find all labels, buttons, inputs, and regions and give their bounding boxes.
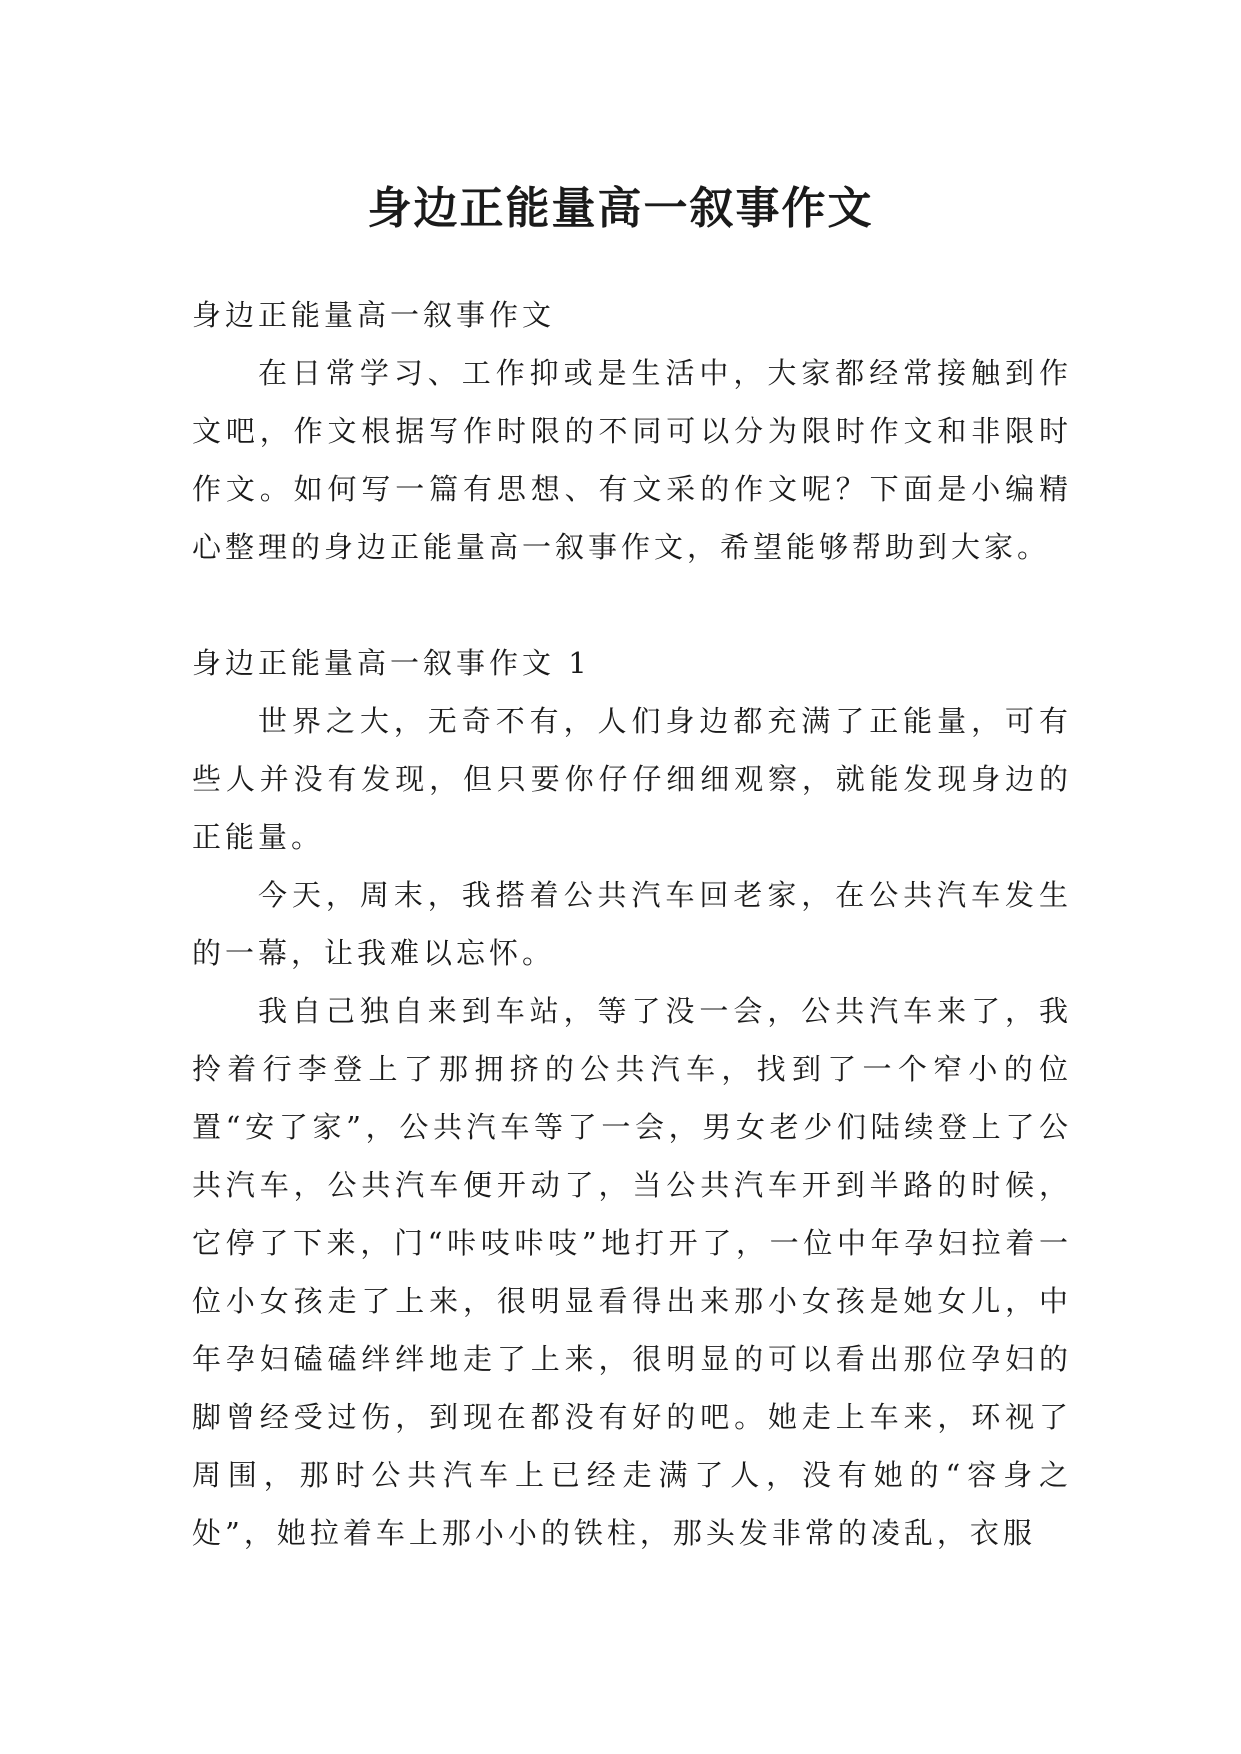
document-title: 身边正能量高一叙事作文 (367, 183, 874, 235)
intro-paragraph: 在日常学习、工作抑或是生活中，大家都经常接触到作文吧，作文根据写作时限的不同可以分为限时作文和非限时作文。如何写一篇有思想、有文采的作文呢？下面是小编精心整理的身边正能量高一叙事作文，希望能够帮助到大家。 (192, 356, 1072, 564)
document-body (192, 286, 1072, 1562)
intro-heading: 身边正能量高一叙事作文 (192, 298, 556, 332)
body-paragraph: 世界之大，无奇不有，人们身边都充满了正能量，可有些人并没有发现，但只要你仔仔细细观察，就能发现身边的正能量。 (192, 704, 1072, 854)
body-paragraph: 今天，周末，我搭着公共汽车回老家，在公共汽车发生的一幕，让我难以忘怀。 (192, 878, 1072, 970)
section-heading: 身边正能量高一叙事作文 1 (192, 646, 591, 680)
body-paragraph: 我自己独自来到车站，等了没一会，公共汽车来了，我拎着行李登上了那拥挤的公共汽车，找到了一个窄小的位置“安了家”，公共汽车等了一会，男女老少们陆续登上了公共汽车，公共汽车便开动了，当公共汽车开到半路的时候，它停了下来，门“咔吱咔吱”地打开了，一位中年孕妇拉着一位小女孩走了上来，很明显看得出来那小女孩是她女儿，中年孕妇磕磕绊绊地走了上来，很明显的可以看出那位孕妇的脚曾经受过伤，到现在都没有好的吧。她走上车来，环视了周围，那时公共汽车上已经走满了人，没有她的“容身之处”，她拉着车上那小小的铁柱，那头发非常的凌乱，衣服 (192, 994, 1072, 1550)
section-spacer (192, 576, 1072, 634)
